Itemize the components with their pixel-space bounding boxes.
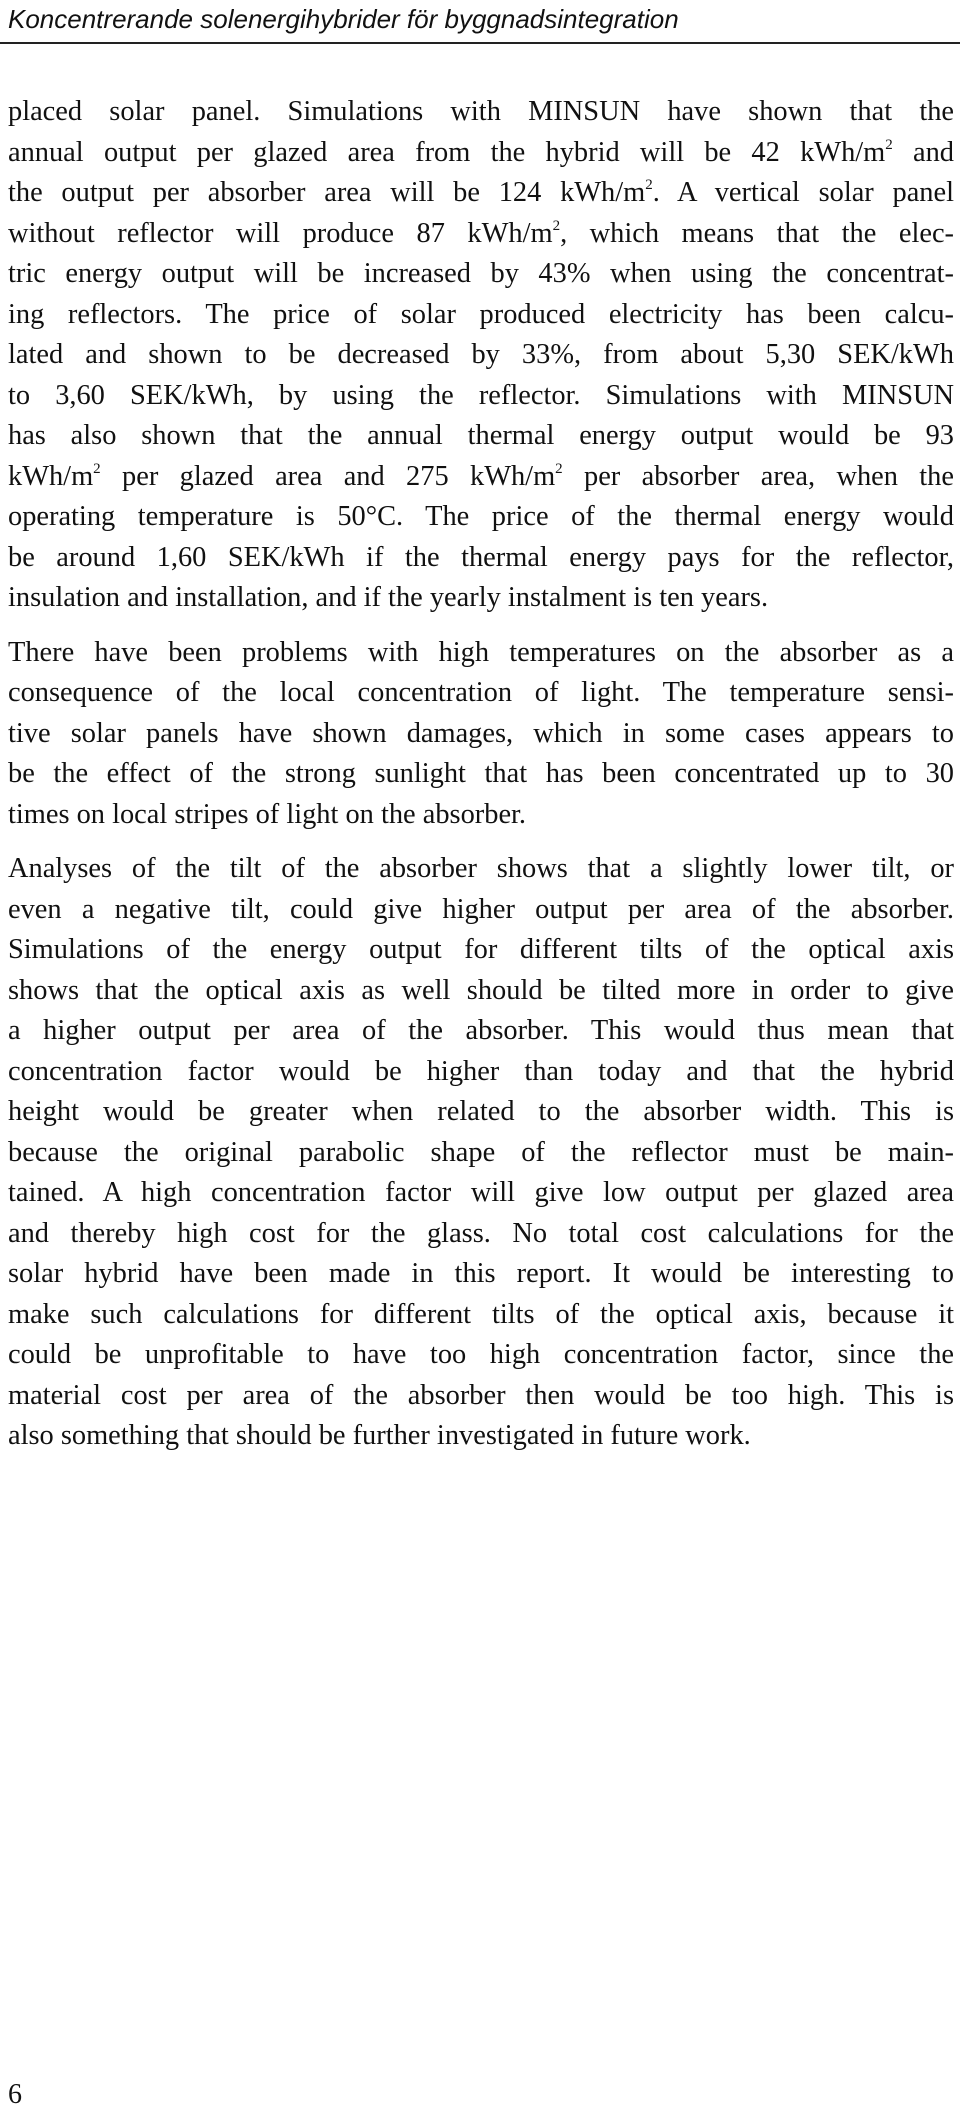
text-line [8, 849, 954, 890]
text-segment: tive solar panels have shown damages, which in some cases appears to [8, 717, 954, 749]
paragraph-3 [8, 849, 954, 1457]
text-segment: to 3,60 SEK/kWh, by using the reflector. Simulations with MINSUN [8, 379, 954, 411]
text-line [8, 1052, 954, 1093]
text-segment: lated and shown to be decreased by 33%, from about 5,30 SEK/kWh [8, 339, 954, 370]
text-segment: times on local stripes of light on the absorber. [8, 798, 527, 830]
text-line [8, 754, 954, 795]
text-segment: tric energy output will be increased by 43% when using the concentrat- [8, 258, 954, 289]
text-segment: material cost per area of the absorber then would be too high. This is [8, 1379, 954, 1411]
text-line [8, 714, 954, 755]
text-line [8, 578, 954, 619]
text-segment: , which means that the elec- [560, 217, 954, 249]
text-line [8, 971, 954, 1012]
text-segment: be the effect of the strong sunlight that has been concentrated up to 30 [8, 758, 954, 789]
text-segment: make such calculations for different tilts of the optical axis, because it [8, 1298, 954, 1330]
paragraph-1 [8, 92, 954, 619]
text-segment: shows that the optical axis as well should be tilted more in order to give [8, 974, 954, 1006]
text-segment: ing reflectors. The price of solar produced electricity has been calcu- [8, 298, 954, 330]
text-segment: . A vertical solar panel [652, 177, 954, 208]
text-segment: operating temperature is 50°C. The price of the thermal energy would [8, 501, 954, 532]
text-line [8, 930, 954, 971]
text-line [8, 1173, 954, 1214]
text-line [8, 890, 954, 931]
text-segment: a higher output per area of the absorber. This would thus mean that [8, 1015, 954, 1046]
text-segment: could be unprofitable to have too high concentration factor, since the [8, 1339, 954, 1370]
text-segment: per absorber area, when the [562, 460, 954, 492]
paragraph-2 [8, 633, 954, 836]
running-header [0, 0, 960, 44]
text-segment: has also shown that the annual thermal energy output would be 93 [8, 420, 954, 451]
text-line [8, 1133, 954, 1174]
text-line [8, 673, 954, 714]
superscript: 2 [885, 136, 893, 153]
text-segment: even a negative tilt, could give higher output per area of the absorber. [8, 893, 954, 925]
text-segment: and [892, 136, 955, 168]
text-segment: insulation and installation, and if the yearly instalment is ten years. [8, 582, 769, 613]
text-segment: kWh/m [8, 460, 94, 492]
text-line [8, 92, 954, 133]
text-line [8, 1295, 954, 1336]
superscript: 2 [552, 217, 561, 234]
text-segment: Simulations of the energy output for different tilts of the optical axis [8, 934, 954, 965]
text-segment: because the original parabolic shape of the reflector must be main- [8, 1136, 954, 1168]
text-line [8, 376, 954, 417]
text-line [8, 633, 954, 674]
text-line [8, 1376, 954, 1417]
text-line [8, 795, 954, 836]
page-number: 6 [8, 2079, 22, 2110]
text-segment: height would be greater when related to the absorber width. This is [8, 1096, 954, 1127]
text-segment: annual output per glazed area from the hybrid will be 42 kWh/m [8, 136, 886, 168]
superscript: 2 [555, 460, 563, 477]
text-segment: and thereby high cost for the glass. No total cost calculations for the [8, 1217, 954, 1249]
text-line [8, 538, 954, 579]
text-segment: also something that should be further investigated in future work. [8, 1420, 751, 1451]
text-segment: Analyses of the tilt of the absorber shows that a slightly lower tilt, or [8, 853, 954, 884]
text-segment: per glazed area and 275 kWh/m [100, 460, 556, 492]
text-line [8, 1254, 954, 1295]
text-line [8, 335, 954, 376]
text-segment: the output per absorber area will be 124 kWh/m [8, 177, 646, 208]
text-line [8, 1092, 954, 1133]
text-segment: placed solar panel. Simulations with MINSUN have shown that the [8, 96, 954, 127]
text-line [8, 214, 954, 255]
body-text [8, 92, 954, 1471]
text-line [8, 254, 954, 295]
text-segment: tained. A high concentration factor will give low output per glazed area [8, 1177, 954, 1208]
text-line [8, 1011, 954, 1052]
text-line [8, 173, 954, 214]
text-segment: solar hybrid have been made in this report. It would be interesting to [8, 1258, 954, 1289]
superscript: 2 [93, 460, 101, 477]
text-segment: be around 1,60 SEK/kWh if the thermal energy pays for the reflector, [8, 541, 954, 573]
text-segment: without reflector will produce 87 kWh/m [8, 217, 553, 249]
text-line [8, 497, 954, 538]
text-line [8, 1335, 954, 1376]
text-line [8, 1214, 954, 1255]
text-line [8, 1416, 954, 1457]
running-title: Koncentrerande solenergihybrider för byggnadsintegration [8, 4, 679, 34]
text-line [8, 457, 954, 498]
text-segment: consequence of the local concentration of light. The temperature sensi- [8, 677, 954, 708]
superscript: 2 [645, 177, 653, 193]
text-line [8, 295, 954, 336]
text-line [8, 133, 954, 174]
text-line [8, 416, 954, 457]
text-segment: concentration factor would be higher than today and that the hybrid [8, 1055, 954, 1087]
text-segment: There have been problems with high temperatures on the absorber as a [8, 636, 954, 668]
